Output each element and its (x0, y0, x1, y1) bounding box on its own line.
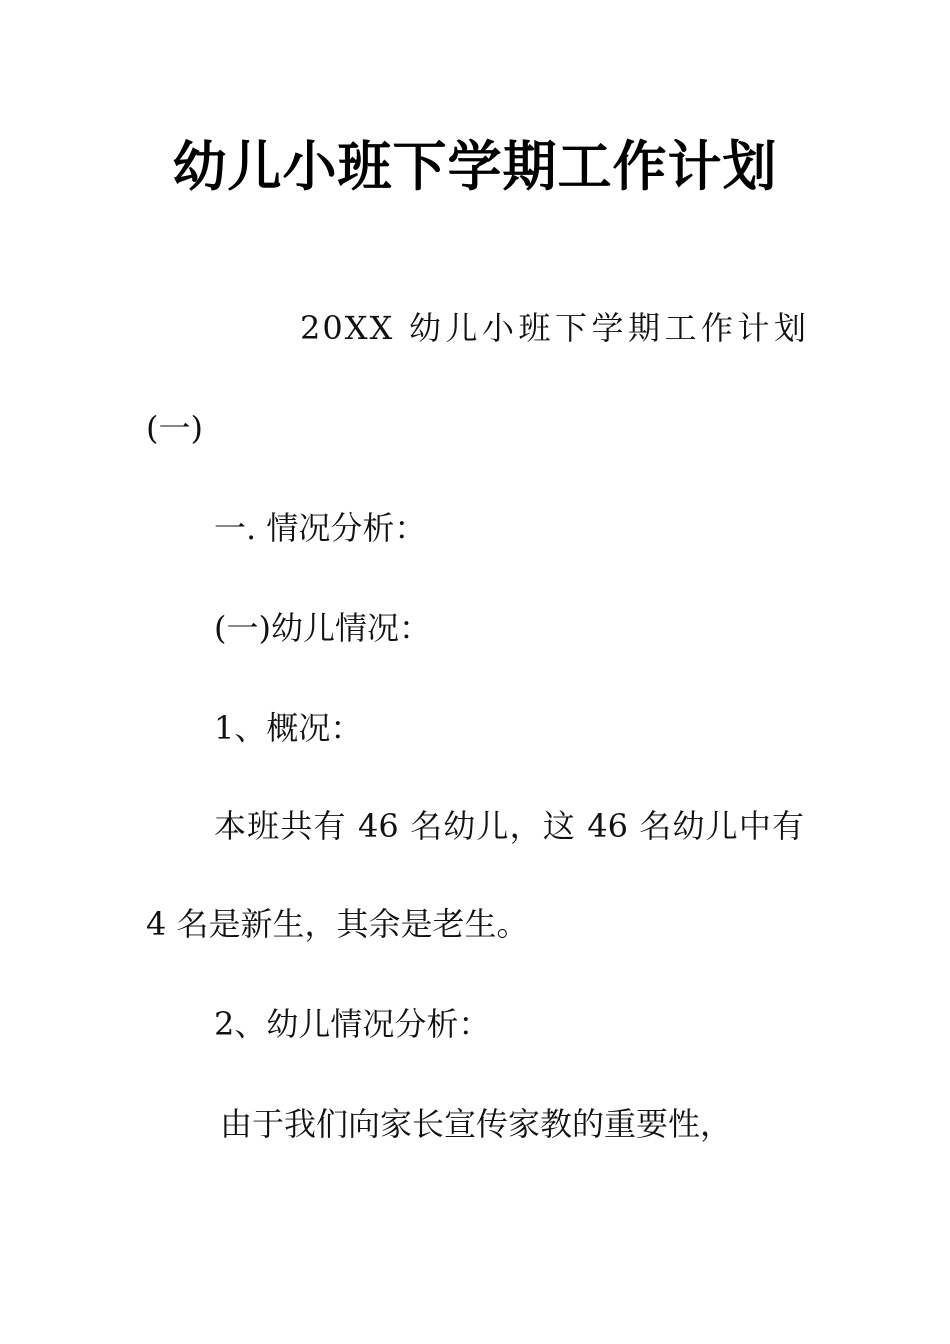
paragraph-line: 本班共有 46 名幼儿，这 46 名幼儿中有 (214, 807, 804, 845)
document-title: 幼儿小班下学期工作计划 (172, 135, 778, 198)
document-subtitle: 20XX 幼儿小班下学期工作计划 (300, 309, 808, 347)
paragraph-line: 由于我们向家长宣传家教的重要性， (220, 1105, 733, 1143)
paragraph-line: 4 名是新生，其余是老生。 (146, 905, 529, 943)
paragraph-part-marker: (一) (146, 409, 203, 447)
item-heading-overview: 1、概况： (214, 709, 363, 747)
item-heading-children-analysis: 2、幼儿情况分析： (214, 1005, 491, 1043)
subsection-heading-children: (一)幼儿情况： (214, 609, 431, 647)
section-heading-situation-analysis: 一. 情况分析： (214, 509, 427, 547)
